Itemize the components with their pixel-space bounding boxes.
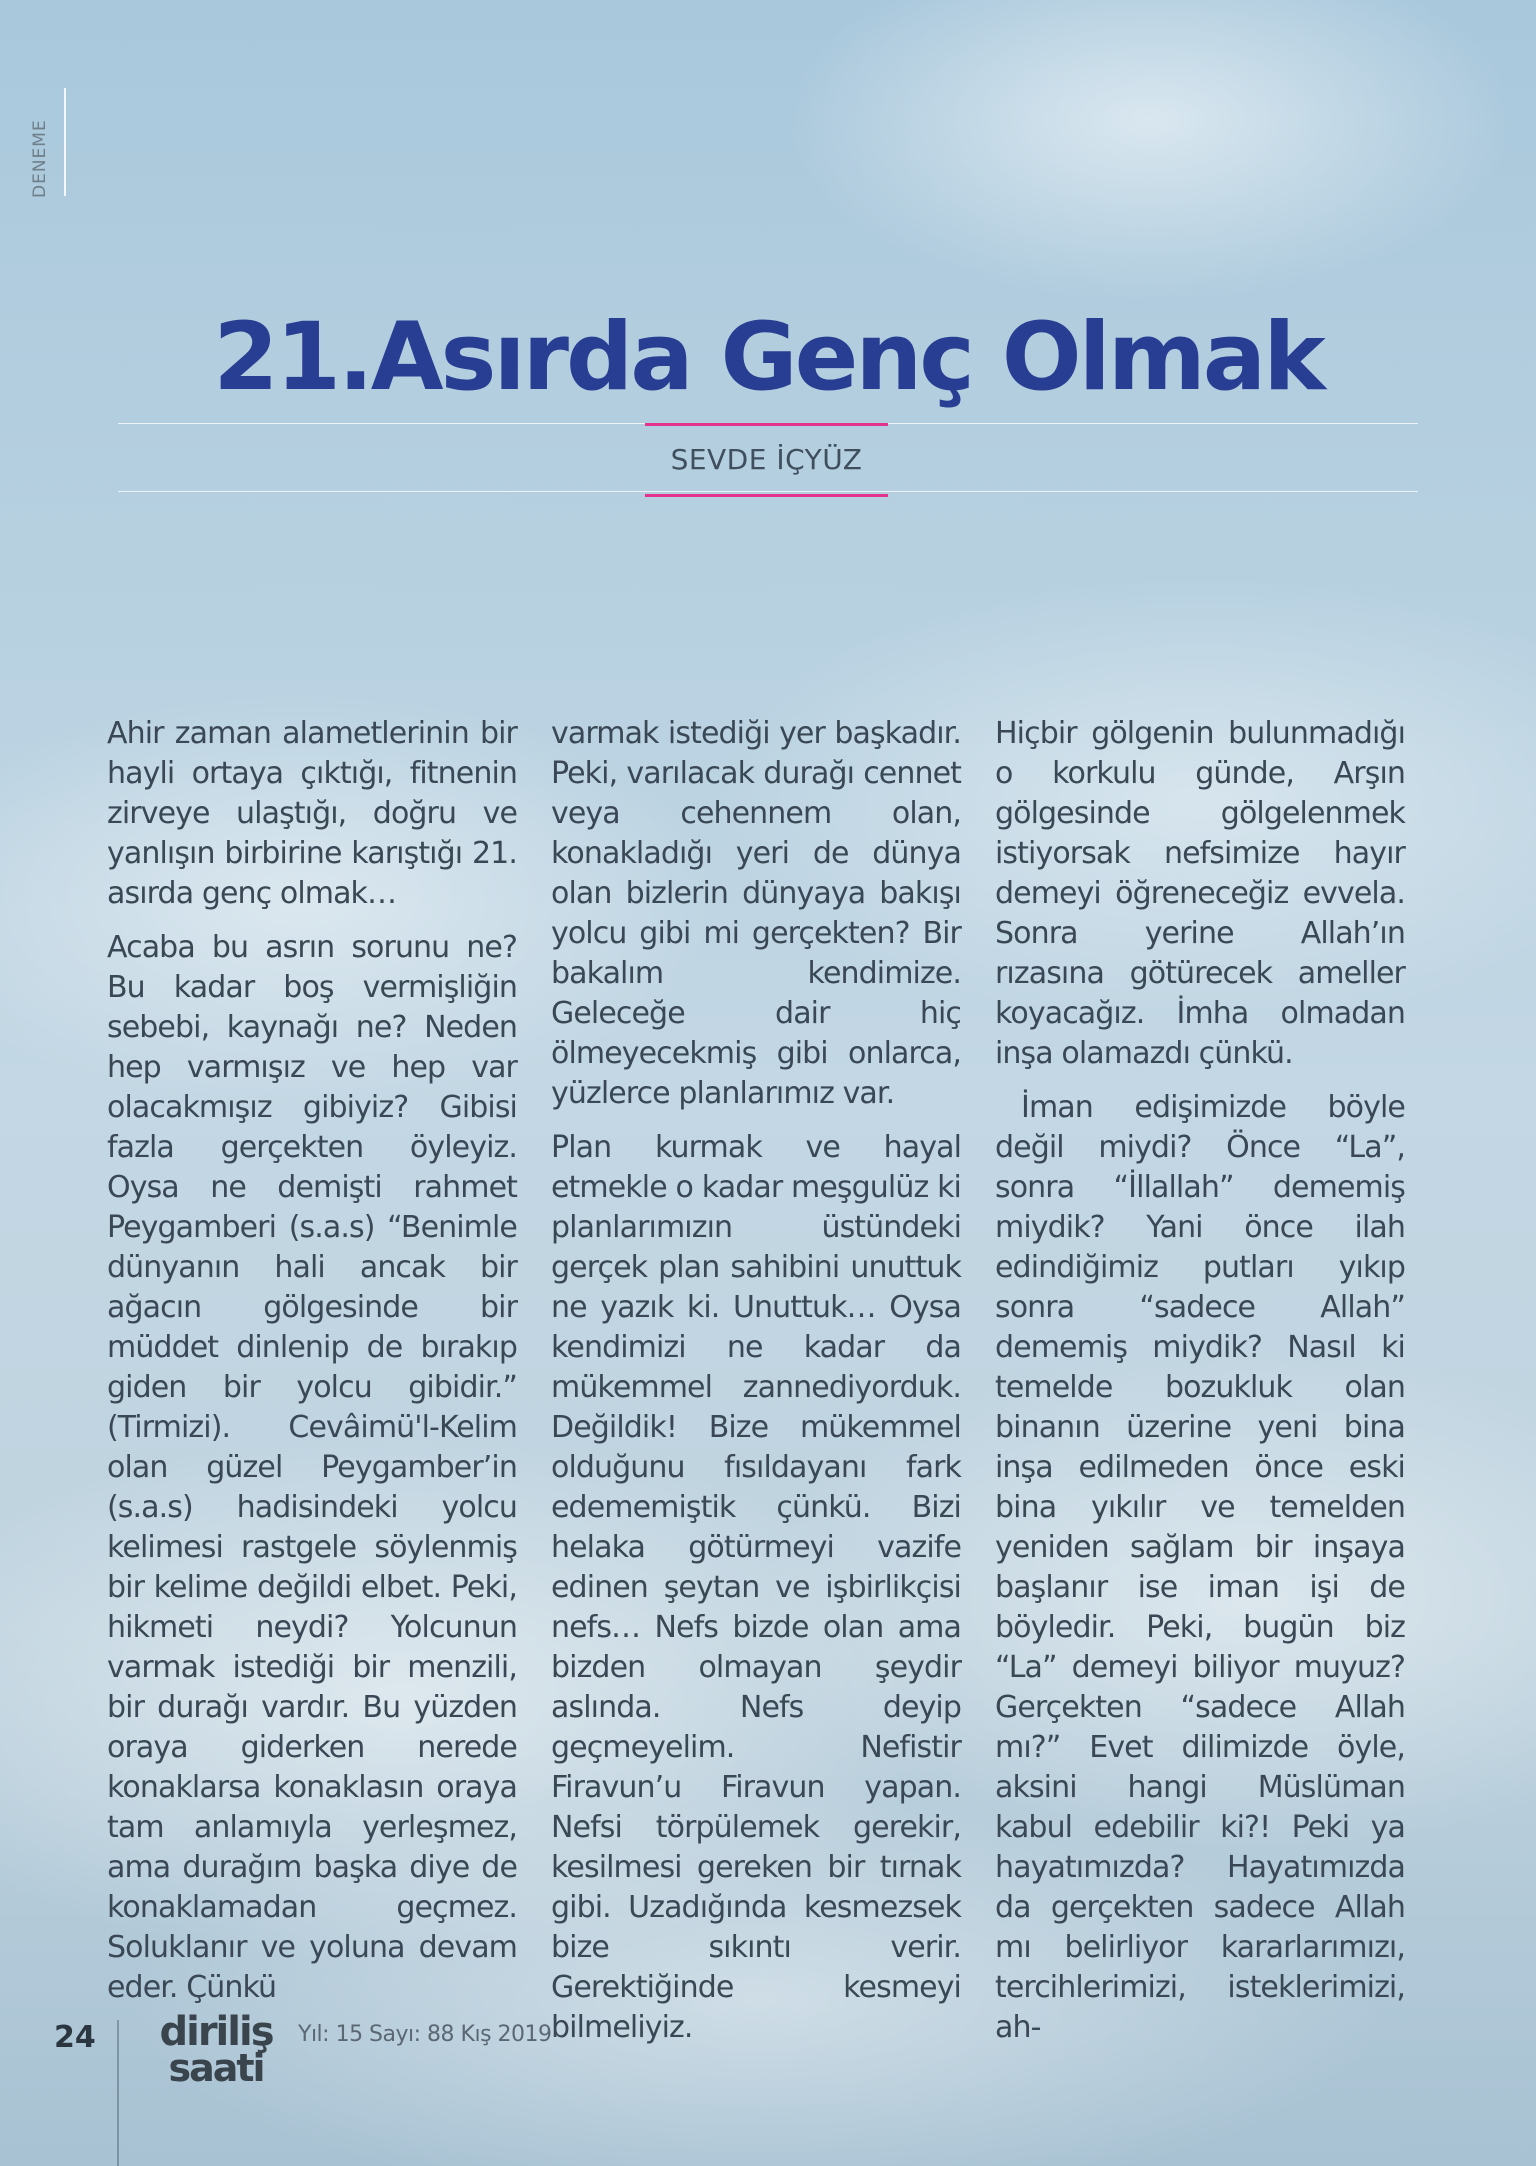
logo-line-2: saati <box>168 2046 264 2090</box>
paragraph: Hiçbir gölgenin bulunmadığı o korkulu günde, Arşın gölgesinde gölgelenmek istiyorsak nefsimize hayır demeyi öğreneceğiz evvela. Sonra yerine Allah’ın rızasına götürecek ameller koyacağız. İmha olmadan inşa olamazdı çünkü. <box>995 716 1405 1071</box>
section-divider <box>64 88 66 196</box>
paragraph: varmak istediği yer başkadır. Peki, varılacak durağı cennet veya cehennem olan, konakladığı yeri de dünya olan bizlerin dünyaya bakışı yolcu gibi mi gerçekten? Bir bakalım kendimize. Geleceğe dair hiç ölmeyecekmiş gibi onlarca, yüzlerce planlarımız var. <box>551 716 961 1111</box>
section-label <box>30 108 58 198</box>
footer-divider <box>117 2020 119 2166</box>
paragraph: İman edişimizde böyle değil miydi? Önce “La”, sonra “İllallah” dememiş miydik? Yani önce ilah edindiğimiz putları yıkıp sonra “sadece Allah” dememiş miydik? Nasıl ki temelde bozukluk olan binanın üzerine yeni bina inşa edilmeden önce eski bina yıkılır ve temelden yeniden sağlam bir inşaya başlanır ise iman işi de böyledir. Peki, bugün biz “La” demeyi biliyor muyuz? Gerçekten “sadece Allah mı?” Evet dilimizde öyle, aksini hangi Müslüman kabul edebilir ki?! Peki ya hayatımızda? Hayatımızda da gerçekten sadece Allah mı belirliyor kararlarımızı, tercihlerimizi, isteklerimizi, ah- <box>995 1090 1405 2045</box>
author-byline: SEVDE İÇYÜZ <box>645 423 888 497</box>
paragraph: Plan kurmak ve hayal etmekle o kadar meşgulüz ki planlarımızın üstündeki gerçek plan sahibini unuttuk ne yazık ki. Unuttuk… Oysa kendimizi ne kadar da mükemmel zannediyorduk. Değildik! Bize mükemmel olduğunu fısıldayanı fark edememiştik çünkü. Bizi helaka götürmeyi vazife edinen şeytan ve işbirlikçisi nefs… Nefs bizde olan ama bizden olmayan şeydir aslında. Nefs deyip geçmeyelim. Nefistir Firavun’u Firavun yapan. Nefsi törpülemek gerekir, kesilmesi gereken bir tırnak gibi. Uzadığında kesmezsek bize sıkıntı verir. Gerektiğinde kesmeyi bilmeliyiz. <box>551 1130 961 2045</box>
section-label-text: DENEME <box>30 119 50 198</box>
column-2 <box>551 714 961 2062</box>
issue-info: Yıl: 15 Sayı: 88 Kış 2019 <box>298 2022 552 2047</box>
column-3 <box>995 714 1405 2062</box>
paragraph: Ahir zaman alametlerinin bir hayli ortaya çıktığı, fitnenin zirveye ulaştığı, doğru ve yanlışın birbirine karıştığı 21. asırda genç olmak… <box>107 716 517 911</box>
magazine-logo <box>152 2009 280 2090</box>
paragraph: Acaba bu asrın sorunu ne? Bu kadar boş vermişliğin sebebi, kaynağı ne? Neden hep varmışız ve hep var olacakmışız gibiyiz? Gibisi fazla gerçekten öyleyiz. Oysa ne demişti rahmet Peygamberi (s.a.s) “Benimle dünyanın hali ancak bir ağacın gölgesinde bir müddet dinlenip de bırakıp giden bir yolcu gibidir.” (Tirmizi). Cevâimü'l-Kelim olan güzel Peygamber’in (s.a.s) hadisindeki yolcu kelimesi rastgele söylenmiş bir kelime değildi elbet. Peki, hikmeti neydi? Yolcunun varmak istediği bir menzili, bir durağı vardır. Bu yüzden oraya giderken nerede konaklarsa konaklasın oraya tam anlamıyla yerleşmez, ama durağım başka diye de konaklamadan geçmez. Soluklanır ve yoluna devam eder. Çünkü <box>107 930 517 2005</box>
column-1 <box>107 714 517 2022</box>
logo-line-1: diriliş <box>159 2009 273 2055</box>
page-number: 24 <box>54 2020 96 2055</box>
article-title: 21.Asırda Genç Olmak <box>213 302 1323 412</box>
